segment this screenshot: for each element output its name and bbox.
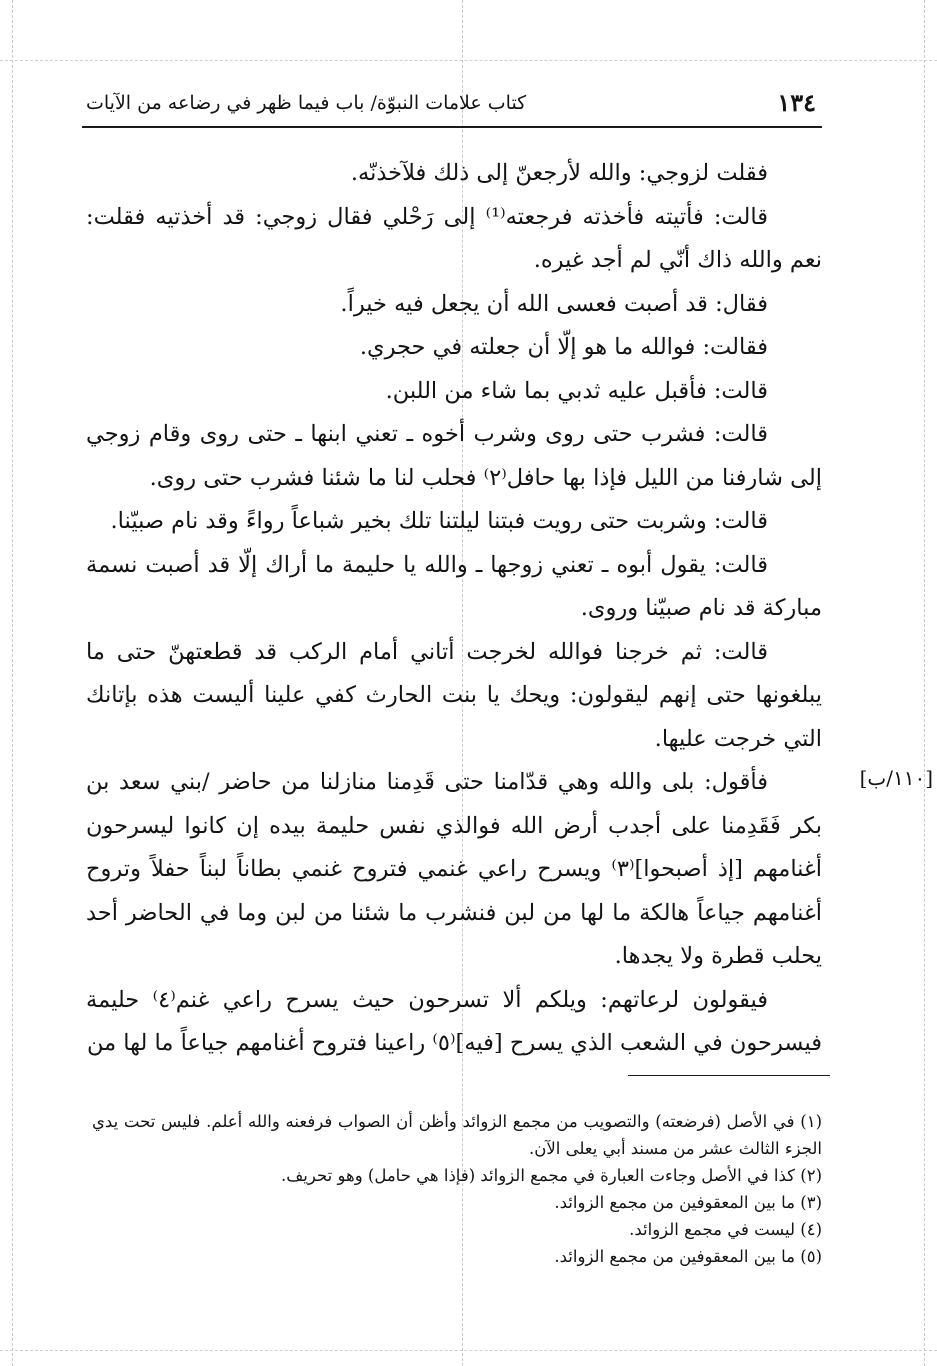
scan-guide-line (12, 0, 13, 1366)
running-title: كتاب علامات النبوّة/ باب فيما ظهر في رضاعه من الآيات (86, 92, 527, 114)
page-number: ١٣٤ (777, 88, 816, 117)
footnote: (٤) ليست في مجمع الزوائد. (629, 1220, 822, 1239)
paragraph: فيقولون لرعاتهم: ويلكم ألا تسرحون حيث يسرح راعي غنم⁽٤⁾ حليمة فيسرحون في الشعب الذي يسرح [فيه]⁽٥⁾ راعينا فتروح أغنامهم جياعاً ما لها من (86, 986, 822, 1056)
paragraph: فقلت لزوجي: والله لأرجعنّ إلى ذلك فلآخذنّه. (350, 160, 768, 186)
paragraph: قالت: فشرب حتى روى وشرب أخوه ـ تعني ابنها ـ حتى روى وقام زوجي إلى شارفنا من الليل فإذا بها حافل⁽٢⁾ فحلب لنا ما شئنا فشرب حتى روى. (86, 421, 822, 491)
paragraph: قالت: فأقبل عليه ثدبي بما شاء من اللبن. (385, 377, 768, 404)
scan-guide-line (924, 0, 925, 1366)
footnote: (٢) كذا في الأصل وجاءت العبارة في مجمع الزوائد (فإذا هي حامل) وهو تحريف. (280, 1166, 822, 1185)
main-text (86, 152, 822, 1066)
footnote-separator (628, 1075, 830, 1076)
header-rule (82, 126, 822, 128)
paragraph: قالت: يقول أبوه ـ تعني زوجها ـ والله يا حليمة ما أراك إلّا قد أصبت نسمة مباركة قد نام صبيّنا وروى. (86, 551, 822, 621)
paragraph: فأقول: بلى والله وهي قدّامنا حتى قَدِمنا منازلنا من حاضر /بني سعد بن بكر فَقَدِمنا على أجدب أرض الله فوالذي نفس حليمة بيده إن كانوا ليسرحون أغنامهم [إذ أصبحوا]⁽٣⁾ ويسرح راعي غنمي فتروح غنمي بطاناً لبناً حفلاً وتروح أغنامهم جياعاً هالكة ما لها من لبن فنشرب ما شئنا من لبن وما في الحاضر أحد يحلب قطرة ولا يجدها. (86, 769, 822, 969)
scan-guide-line (0, 1350, 937, 1351)
paragraph: قالت: ثم خرجنا فوالله لخرجت أتاني أمام الركب قد قطعتهنّ حتى ما يبلغونها حتى إنهم ليقولون: ويحك يا بنت الحارث كفي علينا أليست هذه بإتانك التي خرجت عليها. (86, 638, 822, 752)
footnote: (٣) ما بين المعقوفين من مجمع الزوائد. (554, 1193, 822, 1212)
footnote: (١) في الأصل (فرضعته) والتصويب من مجمع الزوائد وأظن أن الصواب فرفعنه والله أعلم. فليس تحت يدي الجزء الثالث عشر من مسند أبي يعلى الآن. (92, 1112, 822, 1158)
paragraph: فقالت: فوالله ما هو إلّا أن جعلته في حجري. (359, 334, 768, 360)
footnote: (٥) ما بين المعقوفين من مجمع الزوائد. (554, 1247, 822, 1266)
paragraph: قالت: فأتيته فأخذته فرجعته⁽¹⁾ إلى رَحْلي فقال زوجي: قد أخذتيه فقلت: نعم والله ذاك أنّي لم أجد غيره. (86, 203, 822, 273)
paragraph: قالت: وشربت حتى رويت فبتنا ليلتنا تلك بخير شباعاً رواءً وقد نام صبيّنا. (110, 508, 768, 534)
manuscript-folio-marker: [١١٠/ب] (859, 766, 933, 790)
paragraph: فقال: قد أصبت فعسى الله أن يجعل فيه خيراً. (340, 290, 768, 317)
scan-guide-line (0, 60, 937, 61)
running-header (82, 86, 822, 126)
footnotes (92, 1108, 822, 1270)
